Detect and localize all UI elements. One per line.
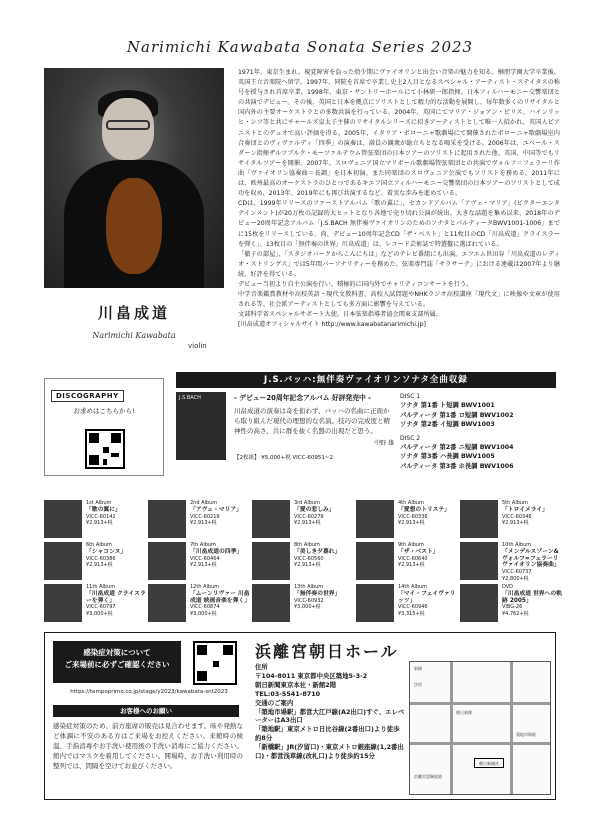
bio-paragraph[interactable]: [川畠成道オフィシャルサイト http://www.kawabatanarimichi.jp]: [238, 321, 426, 329]
notice-request-heading: お客様へのお願い: [53, 705, 239, 717]
album-cover: [460, 542, 498, 580]
album-cover: [252, 584, 290, 622]
album-item[interactable]: [356, 500, 456, 538]
album-meta: [190, 500, 250, 527]
album-title: 「シャコンヌ」: [86, 548, 127, 555]
album-meta: [294, 542, 354, 569]
notice-heading-text: 感染症対策について ご来場前に必ずご確認ください: [64, 648, 170, 669]
album-meta: [398, 500, 458, 527]
album-cover: [356, 542, 394, 580]
album-item[interactable]: [44, 500, 144, 538]
album-item[interactable]: [460, 584, 560, 622]
album-price: ¥2,913+税: [398, 520, 425, 527]
album-code: VICC-60932: [294, 597, 324, 604]
album-title: 「ムーンリヴァー 川畠成道 映画音楽を弾く」: [190, 590, 250, 604]
album-code: VICC-60386: [86, 555, 116, 562]
album-title: 「ザ・ベスト」: [398, 548, 439, 555]
discography-box: [44, 378, 164, 476]
album-item[interactable]: [460, 500, 560, 538]
hall-info-line: 朝日新聞東京本社・新館2階: [255, 680, 337, 689]
album-title: 「メンデルスゾーン&ヴォルフ=フェラーリ ヴァイオリン協奏曲」: [502, 548, 560, 569]
album-title: 「マイ・フェイヴァリッツ」: [398, 590, 456, 604]
album-title: 「川畠成道 世界への軌跡 2005」: [502, 590, 562, 604]
album-number: DVD: [502, 584, 514, 590]
bach-review: 川畠成道の演奏は奇を衒わず、バッハの名曲に正面から取り組んだ現代の理想的な名演。技巧の完成度と精神性の高さ、共に群を抜く名盤の出現だと思う。: [234, 407, 390, 435]
album-price: ¥2,800+税: [502, 575, 529, 582]
qr-code-icon[interactable]: [85, 429, 125, 469]
map-label: 新橋: [414, 666, 422, 671]
album-number: 5th Album: [502, 500, 528, 506]
album-title: 「トロイメライ」: [502, 506, 548, 513]
artist-name-block: [44, 302, 224, 340]
infection-notice-heading: [53, 641, 181, 683]
album-item[interactable]: [252, 542, 352, 580]
album-title: 「アヴェ・マリア」: [190, 506, 242, 513]
map-label: 朝日新聞: [456, 710, 472, 715]
hall-info-line: 交通のご案内: [255, 698, 294, 707]
track: ソナタ 第3番 ハ長調 BWV1005: [400, 453, 495, 461]
bach-copy: [234, 392, 394, 461]
album-price: ¥2,913+税: [86, 562, 113, 569]
album-cover: [460, 584, 498, 622]
album-code: VICC-60737: [502, 569, 532, 576]
album-code: VICC-60464: [190, 555, 220, 562]
album-meta: [502, 542, 562, 583]
album-price: ¥3,315+税: [398, 611, 425, 618]
bach-cover-text: J.S.BACH: [179, 395, 201, 401]
bach-tagline: - デビュー20周年記念アルバム 好評発売中 -: [234, 394, 371, 402]
album-code: VICC-60336: [398, 513, 428, 520]
disc-label: DISC 1: [400, 393, 421, 400]
album-number: 14th Album: [398, 584, 428, 590]
album-cover: [356, 500, 394, 538]
album-item[interactable]: [44, 584, 144, 622]
bio-paragraph: CDは、1999年リリースのファーストアルバム「歌の翼に」、セカンドアルバム「アヴェ・マリア」(ビクターエンタテインメント)が20万枚の記録的大ヒットとなり各地で売り切れ公演が続出。大きな話題を集め以来、2018年のデビュー20周年記念アルバム「J.S.BACH 無伴奏ヴァイオリンのためのソナタとパルティータBWV1001-1006」までに15枚をリリースしている。尚、デビュー10周年記念CD「ザ・ベスト」と11枚目のCD「川畠成道」クライスラーを弾く」、13枚目の「無伴奏の世界」川畠成道」は、レコード芸術誌で特選盤に選ばれている。: [238, 200, 560, 248]
album-title: 「川畠成道 クライスラーを弾く」: [86, 590, 146, 604]
hall-info-line: 「築地市場駅」都営大江戸線(A2出口)すぐ、エレベーターはA3出口: [255, 707, 405, 725]
album-code: VICC-60874: [190, 604, 220, 611]
bio-paragraph: 文部科学省スペシャルサポート大使。日本弦楽指導者協会関東支部所属。: [238, 311, 443, 319]
album-code: VICC-60142: [86, 513, 116, 520]
track: パルティータ 第2番 ニ短調 BWV1004: [400, 444, 514, 452]
hall-info-line: 〒104-8011 東京都中央区築地5-3-2: [255, 671, 368, 680]
album-cover: [44, 542, 82, 580]
album-cover: [252, 500, 290, 538]
album-item[interactable]: [252, 500, 352, 538]
album-meta: [86, 584, 146, 618]
album-number: 8th Album: [294, 542, 320, 548]
album-number: 10th Album: [502, 542, 532, 548]
album-cover: [148, 542, 186, 580]
album-meta: [502, 500, 562, 527]
bach-header: J.S.バッハ:無伴奏ヴァイオリンソナタ全曲収録: [176, 372, 556, 388]
photo-glasses: [106, 120, 150, 130]
album-title: 「愛想のトリステ」: [398, 506, 450, 513]
track: ソナタ 第1番 ト短調 BWV1001: [400, 402, 495, 410]
album-title: 「美しき夕暮れ」: [294, 548, 341, 555]
album-number: 11th Album: [86, 584, 116, 590]
album-number: 1st Album: [86, 500, 112, 506]
track: ソナタ 第2番 イ短調 BWV1003: [400, 421, 495, 429]
notice-url[interactable]: https://tempoprimo.co.jp/stage/y2023/kawabata-snt2023: [70, 689, 228, 695]
artist-photo: [44, 68, 224, 288]
album-item[interactable]: [356, 542, 456, 580]
hall-info-line: 住所: [255, 663, 268, 671]
access-map: [409, 661, 551, 795]
album-meta: [502, 584, 562, 618]
album-cover: [356, 584, 394, 622]
hall-info: [255, 663, 405, 761]
album-price: ¥2,913+税: [398, 562, 425, 569]
map-label: 浜離宮恩賜庭園: [414, 774, 442, 779]
album-code: VICC-60797: [86, 604, 116, 611]
album-price: ¥2,913+税: [190, 520, 217, 527]
hall-info-line: 「築地駅」東京メトロ日比谷線(2番出口)より徒歩約8分: [255, 725, 400, 743]
album-meta: [398, 584, 458, 618]
album-number: 2nd Album: [190, 500, 218, 506]
bach-tracklist: [400, 392, 556, 471]
album-number: 12th Album: [190, 584, 220, 590]
album-item[interactable]: [148, 584, 248, 622]
discography-subtitle: お求めはこちらから!: [73, 407, 135, 415]
album-item[interactable]: [252, 584, 352, 622]
album-meta: [294, 584, 354, 611]
album-number: 6th Album: [86, 542, 112, 548]
album-meta: [398, 542, 458, 569]
artist-signature: Narimichi Kawabata: [92, 331, 176, 340]
album-title: 「無伴奏の世界」: [294, 590, 341, 597]
album-cover: [148, 584, 186, 622]
album-price: ¥2,913+税: [86, 520, 113, 527]
violin-icon: [106, 178, 162, 274]
bio-paragraph: デビュー当初より自主公演を行い、積極的に国内外でチャリティコンサートを行う。: [238, 280, 473, 288]
track: パルティータ 第3番 ホ長調 BWV1006: [400, 462, 514, 470]
album-price: ¥2,913+税: [502, 520, 529, 527]
discography-label: DISCOGRAPHY: [51, 390, 124, 402]
album-price: ¥3,000+税: [190, 611, 217, 618]
artist-name: 川畠成道: [97, 304, 170, 322]
bach-album-cover: [176, 392, 226, 460]
album-meta: [190, 584, 250, 618]
map-label: 築地市場駅: [516, 732, 536, 737]
qr-code-icon[interactable]: [193, 641, 237, 685]
album-code: VICC-60946: [398, 604, 428, 611]
info-panel: [44, 632, 556, 800]
bach-review-author: 中野 雄: [374, 440, 394, 447]
album-item[interactable]: [460, 542, 560, 580]
album-code: VICC-60560: [294, 555, 324, 562]
artist-bio: [238, 68, 560, 330]
album-item[interactable]: [148, 542, 248, 580]
album-title: 「川畠成道の四季」: [190, 548, 243, 555]
album-meta: [294, 500, 354, 527]
album-price: ¥3,000+税: [294, 604, 321, 611]
album-number: 9th Album: [398, 542, 424, 548]
bio-paragraph: 1971年、東京生まれ。視覚障害を負った幼少期にヴァイオリンと出会い音楽の魅力を知る。桐朋学園大学卒業後、英国王立音楽院へ留学。1997年、同院を首席で卒業し史上2人目となるスペシャル・アーティスト・ステイタスの称号を授与され首席卒業。1998年、東京・サントリーホールにて小林研一郎指揮、日本フィルハーモニー交響楽団との共演でデビュー。その後、英国と日本を拠点にソリストとして精力的な活動を展開し、毎年数多くのリサイタルと国内外の主要オーケストラとの多数共演を行っている。2004年、英国にてマリア・ジョアン・ピリス、ハインリッヒ・シフ等と共にチャールズ皇太子主催のリサイタルシリーズに招きアーティストとして唯一人招かれ、英国人ピアニストとのデュオで高い評価を得る。2005年、イタリア・ボローニャ歌劇場にて開催されたボローニャ歌劇場室内合奏団とのヴィヴァルディ「四季」の演奏は、満員の観衆が総立ちとなる喝采を受ける。2006年は、ユベール・スダーン指揮ザルツブルク・モーツァルテウム管弦楽団の日本ツアーのソリストに起用された他、英国、中国等でもリサイタルツアーを開催。2007年、スロヴェニア国立マリボール歌劇場管弦楽団との共演でヴォルフ＝フェラーリ作曲「ヴァイオリン協奏曲＝長調」を日本初演、また同楽団のスロヴェニア公演でもソリストを務める。2011年には、欧州最高のオーケストラのひとつであるキエフ国立フィルハーモニー交響楽団の日本ツアーのソリストとして成功を収め、2013年、2019年にも再び共演するなど、着実な歩みを進めている。: [238, 69, 560, 198]
hall-info-line: TEL:03-5541-8710: [255, 689, 321, 698]
album-item[interactable]: [44, 542, 144, 580]
album-title: 「歌の翼に」: [86, 506, 121, 513]
hall-info-line: 「新橋駅」JR(汐留口)・東京メトロ銀座線(1,2番出口)・都営浅草線(改札口)より徒歩約15分: [255, 743, 404, 761]
album-code: VIBG-26: [502, 604, 523, 611]
bio-paragraph: 「徹子の部屋」、「スタジオパークからこんにちは」などのテレビ番組にも出演。エフエム世田谷「川畠成道のレディオ・ストリングス」では5年間パーソナリティーを務めた。弦楽専門誌「サラサーテ」における連載は2007年より継続、好評を得ている。: [238, 250, 560, 278]
album-number: 7th Album: [190, 542, 216, 548]
album-code: VICC-60346: [502, 513, 532, 520]
album-cover: [460, 500, 498, 538]
map-building: 朝日新聞社: [474, 758, 504, 768]
album-item[interactable]: [148, 500, 248, 538]
album-price: ¥2,913+税: [294, 520, 321, 527]
hall-name: 浜離宮朝日ホール: [255, 642, 399, 661]
album-code: VICC-60640: [398, 555, 428, 562]
album-code: VICC-60279: [294, 513, 324, 520]
series-title: Narimichi Kawabata Sonata Series 2023: [126, 38, 474, 56]
album-item[interactable]: [356, 584, 456, 622]
album-grid: [44, 500, 564, 618]
album-cover: [44, 500, 82, 538]
notice-body: 感染症対策のため、前方座席の販売は見合わせます。咳や発熱など体調に不安のある方はご来場をお控えください。来館時の検温、手指消毒やお手洗い使用後の手洗い消毒にご協力ください。館内ではマスクを着用してください。開場時、お手洗い利用時の整列では、間隔を空けてお並びください。: [53, 722, 243, 770]
album-meta: [86, 542, 146, 569]
album-number: 3rd Album: [294, 500, 320, 506]
album-number: 4th Album: [398, 500, 424, 506]
album-number: 13th Album: [294, 584, 324, 590]
album-price: ¥4,762+税: [502, 611, 529, 618]
map-label: 汐留: [414, 682, 422, 687]
album-price: ¥2,913+税: [294, 562, 321, 569]
album-title: 「愛の悲しみ」: [294, 506, 335, 513]
album-cover: [44, 584, 82, 622]
disc-label: DISC 2: [400, 434, 421, 442]
album-meta: [86, 500, 146, 527]
album-cover: [148, 500, 186, 538]
album-code: VICC-60219: [190, 513, 220, 520]
bach-price: 【2枚組】 ¥5,000+税 VICC-60951~2: [234, 455, 334, 461]
album-meta: [190, 542, 250, 569]
album-cover: [252, 542, 290, 580]
artist-role: violin: [188, 342, 207, 350]
album-price: ¥3,000+税: [86, 611, 113, 618]
album-price: ¥2,913+税: [190, 562, 217, 569]
track: パルティータ 第1番 ロ短調 BWV1002: [400, 411, 514, 419]
bio-paragraph: 中学音楽鑑賞教材や高校英語・現代文教科書、高校入試問題やNHKラジオ高校講座「現代文」に映像や文章が使用される等、社会派アーティストとしても多方面に影響を与えている。: [238, 291, 560, 309]
